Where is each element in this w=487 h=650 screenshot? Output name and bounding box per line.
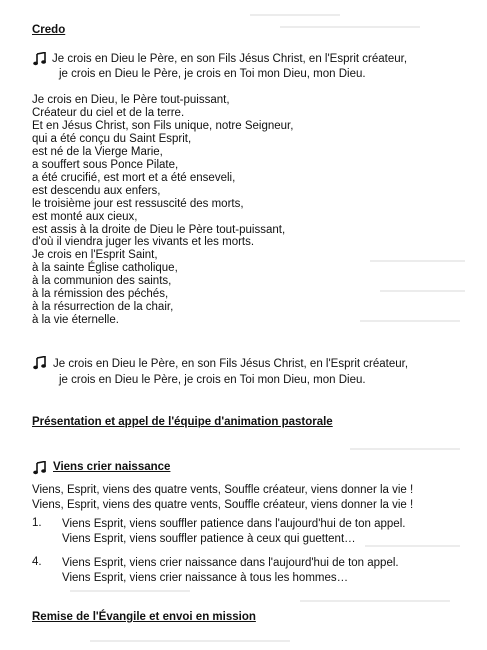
credo-refrain-line: je crois en Dieu le Père, je crois en Toi mon Dieu, mon Dieu.: [59, 68, 366, 80]
credo-line: à la résurrection de la chair,: [32, 301, 174, 314]
credo-line: Je crois en Dieu, le Père tout-puissant,: [32, 94, 230, 106]
credo-line: Je crois en l'Esprit Saint,: [32, 249, 158, 262]
music-note-icon: [33, 356, 47, 370]
music-note-icon: [33, 461, 47, 475]
credo-line: est descendu aux enfers,: [32, 184, 161, 197]
credo-refrain-line: je crois en Dieu le Père, je crois en Toi mon Dieu, mon Dieu.: [59, 374, 366, 386]
music-note-icon: [33, 52, 47, 66]
verse-line: Viens Esprit, viens souffler patience dans l'aujourd'hui de ton appel.: [62, 518, 406, 530]
credo-line: est assis à la droite de Dieu le Père tout-puissant,: [32, 223, 286, 236]
credo-line: a été crucifié, est mort et a été enseveli,: [32, 171, 236, 184]
verse-number: 1.: [32, 517, 42, 529]
section-title-credo: Credo: [32, 24, 66, 36]
verse-line: Viens Esprit, viens crier naissance dans l'aujourd'hui de ton appel.: [62, 557, 399, 569]
credo-line: qui a été conçu du Saint Esprit,: [32, 132, 192, 145]
verse-line: Viens Esprit, viens crier naissance à tous les hommes…: [62, 572, 349, 584]
credo-text: [32, 94, 293, 327]
credo-line: Et en Jésus Christ, son Fils unique, notre Seigneur,: [32, 119, 294, 132]
verse-number: 4.: [32, 556, 42, 568]
section-title-remise: Remise de l'Évangile et envoi en mission: [32, 611, 256, 623]
credo-refrain-line: Je crois en Dieu le Père, en son Fils Jésus Christ, en l'Esprit créateur,: [53, 358, 409, 370]
credo-line: est né de la Vierge Marie,: [32, 145, 163, 158]
credo-line: est monté aux cieux,: [32, 210, 138, 223]
section-title-song: Viens crier naissance: [53, 461, 171, 473]
verse-line: Viens Esprit, viens souffler patience à ceux qui guettent…: [62, 533, 356, 545]
section-title-presentation: Présentation et appel de l'équipe d'animation pastorale: [32, 416, 333, 428]
credo-line: à la rémission des péchés,: [32, 288, 169, 301]
credo-line: d'où il viendra juger les vivants et les morts.: [32, 236, 255, 249]
credo-line: le troisième jour est ressuscité des morts,: [32, 197, 244, 210]
credo-line: a souffert sous Ponce Pilate,: [32, 158, 179, 171]
song-refrain-line: Viens, Esprit, viens des quatre vents, Souffle créateur, viens donner la vie !: [32, 499, 414, 511]
credo-line: à la vie éternelle.: [32, 314, 119, 327]
credo-line: Créateur du ciel et de la terre.: [32, 106, 185, 119]
credo-line: à la sainte Église catholique,: [32, 262, 178, 275]
song-refrain-line: Viens, Esprit, viens des quatre vents, Souffle créateur, viens donner la vie !: [32, 484, 414, 496]
credo-refrain-line: Je crois en Dieu le Père, en son Fils Jésus Christ, en l'Esprit créateur,: [52, 53, 408, 65]
credo-line: à la communion des saints,: [32, 275, 172, 288]
